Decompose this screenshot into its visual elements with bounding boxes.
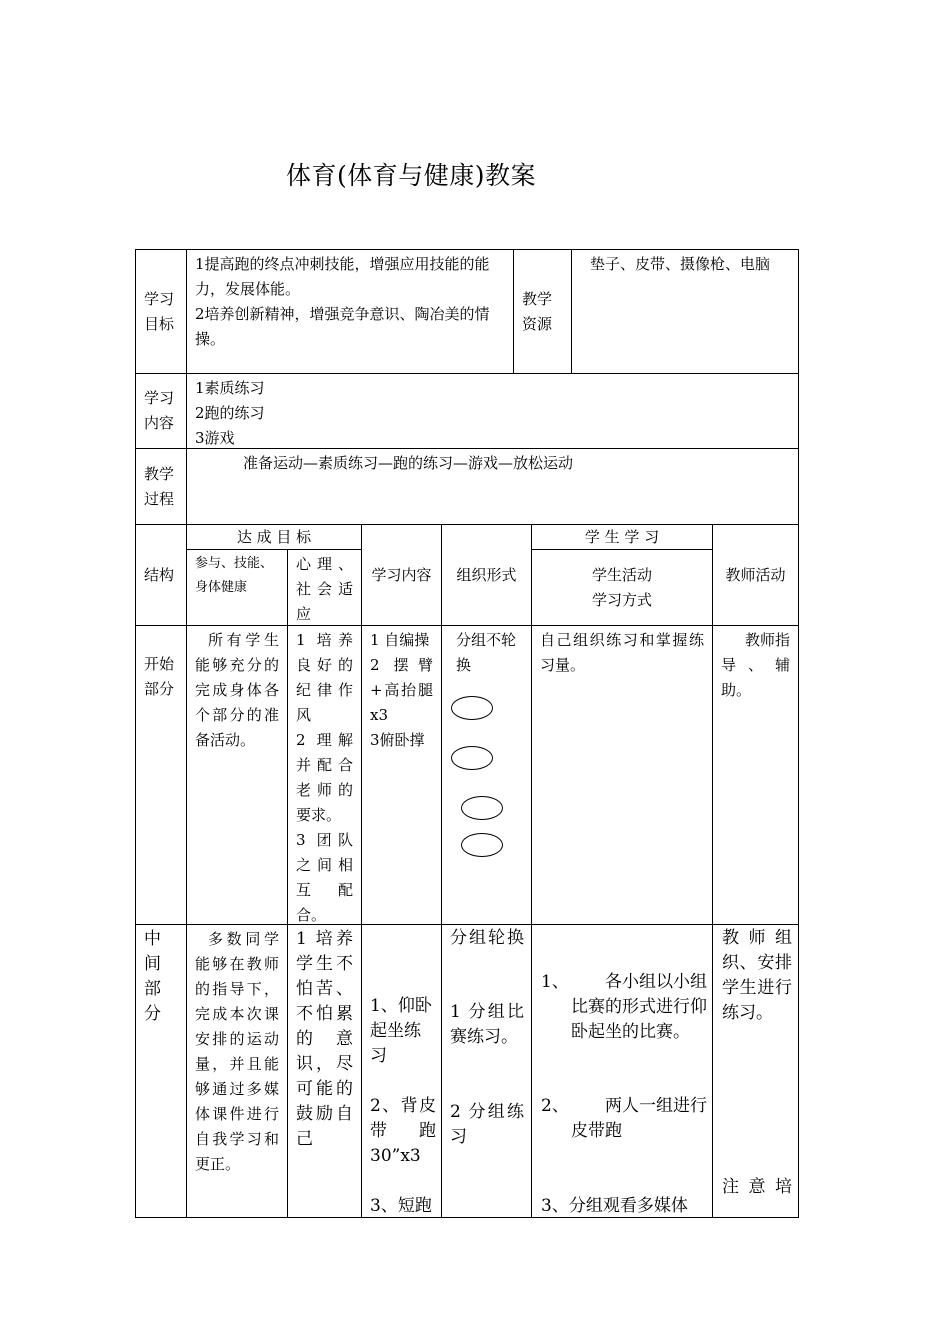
middle-student-1-text: 各小组以小组比赛的形式进行仰卧起坐的比赛。 bbox=[571, 972, 707, 1042]
middle-goal2: 1 培养学生不怕苦、不怕累的意识，尽可能的鼓励自己 bbox=[287, 924, 361, 1218]
middle-student-2-num: 2、 bbox=[541, 1096, 569, 1116]
header-structure: 结构 bbox=[135, 524, 186, 625]
middle-content-2: 2、背皮带 跑30”x3 bbox=[370, 1096, 436, 1166]
middle-student-3: 3、分组观看多媒体 bbox=[541, 1196, 688, 1216]
resource-value: 垫子、皮带、摄像枪、电脑 bbox=[571, 249, 799, 373]
formation-group-shape bbox=[461, 833, 503, 857]
middle-organization-2: 1 分组比赛练习。 bbox=[450, 1002, 524, 1047]
start-organization-text: 分组不轮换 bbox=[456, 631, 517, 674]
start-student: 自己组织练习和掌握练习量。 bbox=[531, 625, 712, 924]
start-goal1: 所有学生能够充分的完成身体各个部分的准备活动。 bbox=[186, 625, 287, 924]
goal-label: 学习 目标 bbox=[135, 249, 186, 373]
content-label: 学习 内容 bbox=[135, 373, 186, 448]
header-teacher: 教师活动 bbox=[712, 524, 799, 625]
middle-goal1: 多数同学能够在教师的指导下，完成本次课安排的运动量，并且能够通过多媒体课件进行自我学习和更正。 bbox=[186, 924, 287, 1218]
formation-group-shape bbox=[461, 796, 503, 820]
header-goal-sub2: 心 理 、社 会 适应 bbox=[287, 549, 361, 625]
header-organization: 组织形式 bbox=[441, 524, 531, 625]
content-items: 1素质练习 2跑的练习 3游戏 bbox=[186, 373, 799, 448]
middle-content-1: 1、仰卧起坐练习 bbox=[370, 996, 432, 1066]
start-content: 1 自编操 2 摆臂+高抬腿x3 3俯卧撑 bbox=[361, 625, 441, 924]
start-label: 开始 部分 bbox=[135, 625, 186, 924]
middle-organization-3: 2 分组练习 bbox=[450, 1102, 524, 1147]
middle-content bbox=[361, 924, 441, 1218]
middle-organization-1: 分组轮换 bbox=[450, 928, 524, 948]
middle-content-3: 3、短跑 bbox=[370, 1196, 432, 1216]
middle-organization bbox=[441, 924, 531, 1218]
middle-student bbox=[531, 924, 712, 1218]
middle-label: 中 间 部 分 bbox=[135, 924, 186, 1218]
header-content: 学习内容 bbox=[361, 524, 441, 625]
page-title: 体育(体育与健康)教案 bbox=[286, 161, 537, 190]
header-goals: 达 成 目 标 bbox=[186, 524, 361, 549]
goal-content: 1提高跑的终点冲刺技能，增强应用技能的能力，发展体能。 2培养创新精神，增强竞争意识、陶冶美的情操。 bbox=[186, 249, 513, 373]
process-label: 教学 过程 bbox=[135, 448, 186, 524]
resource-label: 教学 资源 bbox=[513, 249, 571, 373]
header-student-sub: 学生活动 学习方式 bbox=[531, 549, 712, 625]
header-student: 学 生 学 习 bbox=[531, 524, 712, 549]
middle-student-1-num: 1、 bbox=[541, 972, 569, 992]
start-organization bbox=[441, 625, 531, 924]
middle-student-2-text: 两人一组进行皮带跑 bbox=[571, 1096, 707, 1141]
formation-group-shape bbox=[451, 696, 493, 720]
middle-teacher-1: 教师组织、安排学生进行练习。 bbox=[722, 928, 792, 1023]
header-goal-sub1: 参与、技能、身体健康 bbox=[186, 549, 287, 625]
formation-group-shape bbox=[451, 746, 493, 770]
process-value: 准备运动—素质练习—跑的练习—游戏—放松运动 bbox=[186, 448, 799, 524]
middle-teacher-2: 注意培 bbox=[722, 1177, 792, 1197]
start-goal2: 1 培养良好的纪律作风 2 理解并配合老师的要求。 3 团队之间相互 配合。 bbox=[287, 625, 361, 924]
start-teacher: 教师指导、辅助。 bbox=[712, 625, 799, 924]
